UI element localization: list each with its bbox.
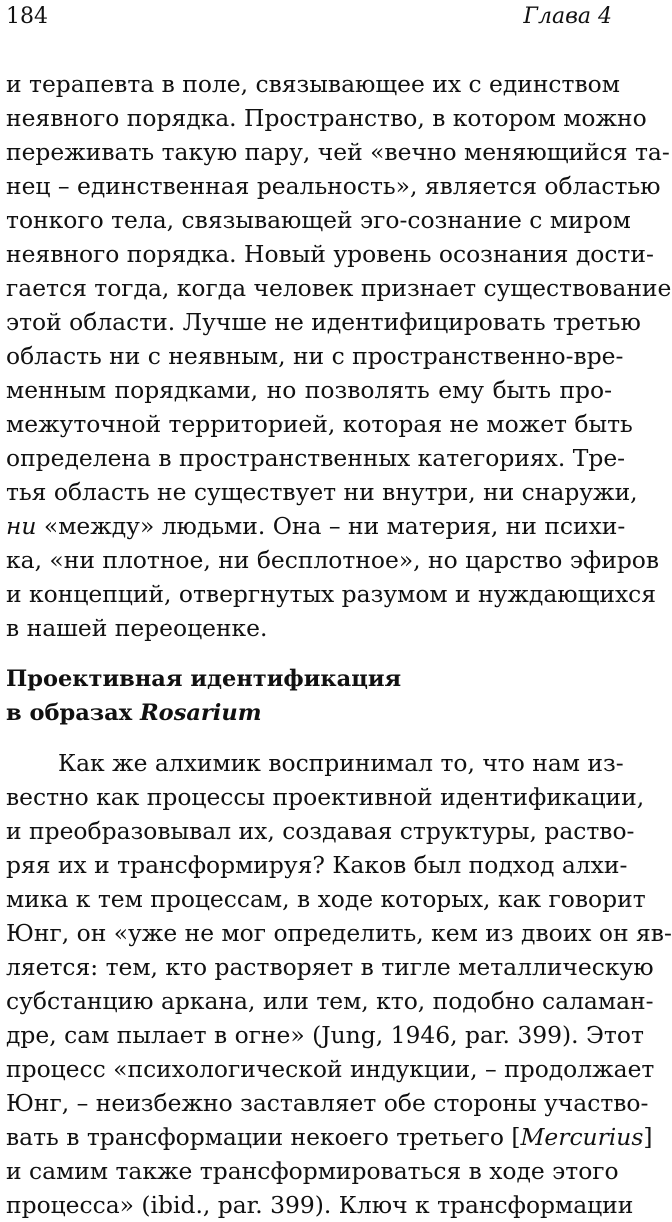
emphasis-text: ни: [6, 512, 37, 540]
text-line: субстанцию аркана, или тем, кто, подобно саламан-: [6, 987, 654, 1015]
emphasis-text: Mercurius: [520, 1123, 644, 1151]
text-span: «между» людьми. Она – ни материя, ни психи-: [36, 512, 626, 540]
text-line: межуточной территорией, которая не может быть: [6, 410, 633, 438]
text-line: определена в пространственных категориях. Тре-: [6, 444, 626, 472]
text-line: [6, 1120, 653, 1154]
text-line: Юнг, он «уже не мог определить, кем из двоих он яв-: [6, 919, 672, 947]
text-line: тонкого тела, связывающей эго-сознание с миром: [6, 206, 631, 234]
text-line: и преобразовывал их, создавая структуры, раство-: [6, 817, 635, 845]
text-line: нец – единственная реальность», является областью: [6, 172, 661, 200]
heading-text: в образах: [6, 700, 140, 726]
heading-italic-text: Rosarium: [139, 700, 262, 726]
text-line: процесса» (ibid., par. 399). Ключ к трансформации: [6, 1191, 634, 1219]
running-head: [6, 2, 612, 32]
section-heading-line: Проективная идентификация: [6, 666, 402, 692]
text-line: Как же алхимик воспринимал то, что нам из-: [58, 749, 624, 777]
text-line: ляется: тем, кто растворяет в тигле металлическую: [6, 953, 654, 981]
text-line: и самим также трансформироваться в ходе этого: [6, 1157, 619, 1185]
text-line: гается тогда, когда человек признает существование: [6, 274, 672, 302]
text-span: вать в трансформации некоего третьего [: [6, 1123, 521, 1151]
text-line: ряя их и трансформируя? Каков был подход алхи-: [6, 851, 628, 879]
text-line: и терапевта в поле, связывающее их с единством: [6, 70, 620, 98]
text-line: ка, «ни плотное, ни бесплотное», но царство эфиров: [6, 546, 660, 574]
section-heading-line: [6, 696, 612, 730]
text-line: вестно как процессы проективной идентификации,: [6, 783, 645, 811]
text-line: [6, 509, 626, 543]
text-line: неявного порядка. Новый уровень осознания дости-: [6, 240, 654, 268]
book-page: [6, 0, 672, 1220]
text-line: область ни с неявным, ни с пространственно-вре-: [6, 342, 624, 370]
text-line: Юнг, – неизбежно заставляет обе стороны участво-: [6, 1089, 649, 1117]
text-line: этой области. Лучше не идентифицировать третью: [6, 308, 641, 336]
text-line: мика к тем процессам, в ходе которых, как говорит: [6, 885, 646, 913]
text-line: менным порядками, но позволять ему быть про-: [6, 376, 612, 404]
text-line: в нашей переоценке.: [6, 614, 268, 642]
text-line: переживать такую пару, чей «вечно меняющийся та-: [6, 138, 670, 166]
text-line: неявного порядка. Пространство, в котором можно: [6, 104, 647, 132]
text-span: ]: [643, 1123, 653, 1151]
text-line: и концепций, отвергнутых разумом и нуждающихся: [6, 580, 657, 608]
text-line: процесс «психологической индукции, – продолжает: [6, 1055, 655, 1083]
page-number: 184: [6, 4, 48, 29]
text-line: тья область не существует ни внутри, ни снаружи,: [6, 478, 638, 506]
text-line: дре, сам пылает в огне» (Jung, 1946, par. 399). Этот: [6, 1021, 644, 1049]
chapter-title: Глава 4: [523, 4, 612, 29]
